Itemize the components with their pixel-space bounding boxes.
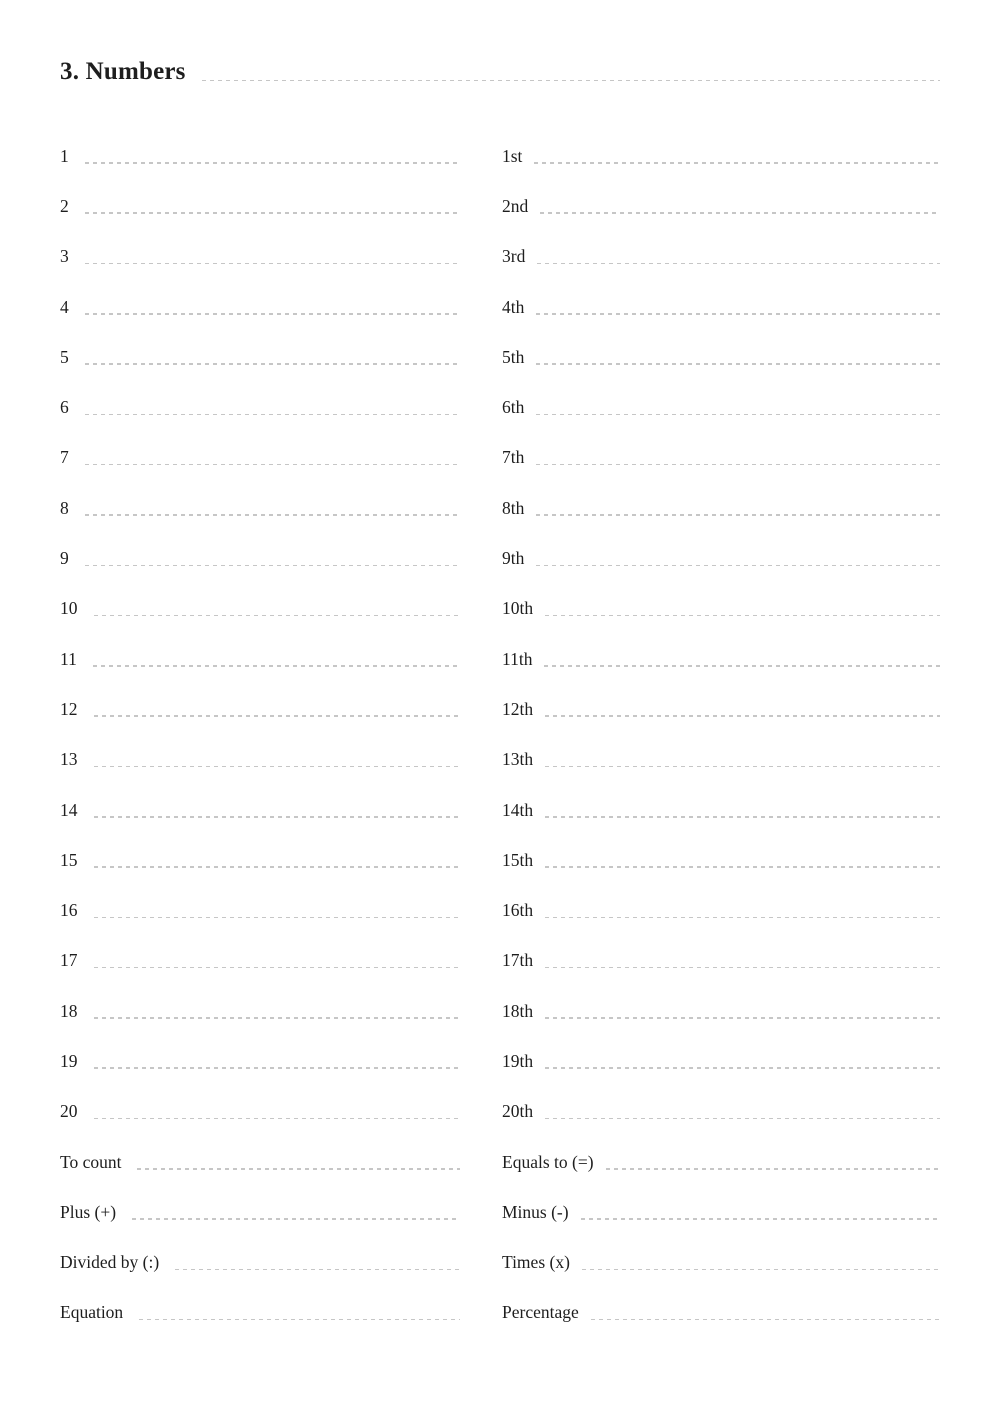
number-label: 14 bbox=[60, 799, 78, 820]
fill-blank-line bbox=[536, 565, 940, 567]
ordinal-label: 16th bbox=[502, 900, 534, 921]
number-cell bbox=[60, 397, 460, 418]
number-label: 7 bbox=[60, 447, 69, 468]
number-cell bbox=[60, 548, 460, 569]
fill-blank-line bbox=[544, 665, 940, 667]
fill-blank-line bbox=[545, 967, 940, 969]
number-cell bbox=[60, 699, 460, 720]
fill-blank-line bbox=[94, 967, 461, 969]
ordinal-cell bbox=[502, 1051, 940, 1072]
fill-blank-line bbox=[540, 212, 940, 214]
ordinal-cell bbox=[502, 146, 940, 167]
ordinal-label: 12th bbox=[502, 698, 534, 719]
number-label: 13 bbox=[60, 749, 78, 770]
number-row bbox=[60, 986, 940, 1036]
number-label: 15 bbox=[60, 849, 78, 870]
term-cell bbox=[502, 1152, 940, 1173]
fill-blank-line bbox=[139, 1319, 460, 1321]
number-label: 1 bbox=[60, 145, 69, 166]
fill-blank-line bbox=[545, 917, 940, 919]
ordinal-cell bbox=[502, 347, 940, 368]
fill-blank-line bbox=[606, 1168, 940, 1170]
ordinal-cell bbox=[502, 749, 940, 770]
fill-blank-line bbox=[536, 514, 940, 516]
number-row bbox=[60, 1087, 940, 1137]
number-cell bbox=[60, 196, 460, 217]
ordinal-cell bbox=[502, 447, 940, 468]
term-cell bbox=[60, 1202, 460, 1223]
ordinal-cell bbox=[502, 196, 940, 217]
fill-blank-line bbox=[85, 162, 460, 164]
number-row bbox=[60, 885, 940, 935]
number-row bbox=[60, 1036, 940, 1086]
term-cell bbox=[60, 1302, 460, 1323]
term-label: To count bbox=[60, 1151, 122, 1172]
fill-blank-line bbox=[85, 363, 460, 365]
fill-blank-line bbox=[85, 565, 460, 567]
number-label: 4 bbox=[60, 296, 69, 317]
number-label: 18 bbox=[60, 1000, 78, 1021]
section-header bbox=[60, 58, 940, 90]
number-cell bbox=[60, 1001, 460, 1022]
number-row bbox=[60, 232, 940, 282]
fill-blank-line bbox=[536, 414, 940, 416]
term-label: Plus (+) bbox=[60, 1201, 117, 1222]
term-row bbox=[60, 1288, 940, 1338]
number-cell bbox=[60, 649, 460, 670]
term-cell bbox=[502, 1302, 940, 1323]
fill-blank-line bbox=[85, 464, 460, 466]
fill-blank-line bbox=[591, 1319, 940, 1321]
fill-blank-line bbox=[581, 1218, 940, 1220]
fill-blank-line bbox=[94, 816, 461, 818]
ordinal-cell bbox=[502, 498, 940, 519]
term-label: Divided by (:) bbox=[60, 1252, 160, 1273]
number-label: 9 bbox=[60, 548, 69, 569]
ordinal-cell bbox=[502, 699, 940, 720]
number-cell bbox=[60, 749, 460, 770]
fill-blank-line bbox=[545, 715, 940, 717]
number-cell bbox=[60, 246, 460, 267]
fill-blank-line bbox=[545, 816, 940, 818]
number-row bbox=[60, 785, 940, 835]
number-row bbox=[60, 634, 940, 684]
number-row bbox=[60, 936, 940, 986]
term-label: Equals to (=) bbox=[502, 1151, 594, 1172]
number-row bbox=[60, 835, 940, 885]
number-label: 5 bbox=[60, 346, 69, 367]
ordinal-cell bbox=[502, 950, 940, 971]
number-row bbox=[60, 131, 940, 181]
number-row bbox=[60, 735, 940, 785]
page-title: 3. Numbers bbox=[60, 58, 186, 85]
number-cell bbox=[60, 347, 460, 368]
ordinal-cell bbox=[502, 1001, 940, 1022]
number-cell bbox=[60, 1051, 460, 1072]
fill-blank-line bbox=[137, 1168, 460, 1170]
ordinal-cell bbox=[502, 1101, 940, 1122]
fill-blank-line bbox=[94, 917, 461, 919]
fill-blank-line bbox=[94, 1017, 461, 1019]
number-row bbox=[60, 483, 940, 533]
number-label: 17 bbox=[60, 950, 78, 971]
ordinal-label: 3rd bbox=[502, 246, 526, 267]
fill-blank-line bbox=[94, 766, 461, 768]
fill-blank-line bbox=[536, 464, 940, 466]
number-label: 11 bbox=[60, 648, 77, 669]
number-label: 3 bbox=[60, 246, 69, 267]
number-row bbox=[60, 684, 940, 734]
ordinal-label: 13th bbox=[502, 749, 534, 770]
number-cell bbox=[60, 1101, 460, 1122]
fill-blank-line bbox=[85, 414, 460, 416]
number-row bbox=[60, 282, 940, 332]
number-cell bbox=[60, 598, 460, 619]
term-cell bbox=[60, 1152, 460, 1173]
ordinal-label: 1st bbox=[502, 145, 523, 166]
ordinal-cell bbox=[502, 548, 940, 569]
ordinal-cell bbox=[502, 246, 940, 267]
number-label: 10 bbox=[60, 598, 78, 619]
number-label: 6 bbox=[60, 397, 69, 418]
ordinal-cell bbox=[502, 598, 940, 619]
fill-blank-line bbox=[85, 212, 460, 214]
number-cell bbox=[60, 900, 460, 921]
number-label: 2 bbox=[60, 195, 69, 216]
ordinal-label: 14th bbox=[502, 799, 534, 820]
fill-blank-line bbox=[545, 766, 940, 768]
number-cell bbox=[60, 950, 460, 971]
term-row bbox=[60, 1137, 940, 1187]
ordinal-label: 11th bbox=[502, 648, 533, 669]
ordinal-cell bbox=[502, 649, 940, 670]
fill-blank-line bbox=[536, 363, 940, 365]
ordinal-label: 15th bbox=[502, 849, 534, 870]
fill-blank-line bbox=[85, 313, 460, 315]
worksheet-rows bbox=[60, 131, 940, 1338]
fill-blank-line bbox=[545, 1017, 940, 1019]
number-row bbox=[60, 584, 940, 634]
fill-blank-line bbox=[94, 1118, 461, 1120]
fill-blank-line bbox=[85, 514, 460, 516]
number-label: 20 bbox=[60, 1101, 78, 1122]
number-row bbox=[60, 433, 940, 483]
number-cell bbox=[60, 447, 460, 468]
ordinal-label: 5th bbox=[502, 346, 525, 367]
fill-blank-line bbox=[534, 162, 940, 164]
ordinal-label: 4th bbox=[502, 296, 525, 317]
term-label: Percentage bbox=[502, 1302, 579, 1323]
number-label: 12 bbox=[60, 698, 78, 719]
fill-blank-line bbox=[175, 1269, 460, 1271]
term-cell bbox=[60, 1252, 460, 1273]
fill-blank-line bbox=[537, 263, 940, 265]
number-cell bbox=[60, 850, 460, 871]
number-cell bbox=[60, 800, 460, 821]
number-row bbox=[60, 332, 940, 382]
term-label: Times (x) bbox=[502, 1252, 570, 1273]
ordinal-label: 6th bbox=[502, 397, 525, 418]
number-label: 8 bbox=[60, 497, 69, 518]
number-row bbox=[60, 382, 940, 432]
fill-blank-line bbox=[536, 313, 940, 315]
fill-blank-line bbox=[545, 1118, 940, 1120]
ordinal-cell bbox=[502, 850, 940, 871]
number-label: 16 bbox=[60, 900, 78, 921]
fill-blank-line bbox=[132, 1218, 460, 1220]
term-cell bbox=[502, 1252, 940, 1273]
fill-blank-line bbox=[94, 866, 461, 868]
fill-blank-line bbox=[85, 263, 460, 265]
ordinal-label: 18th bbox=[502, 1000, 534, 1021]
term-label: Equation bbox=[60, 1302, 124, 1323]
term-row bbox=[60, 1187, 940, 1237]
ordinal-label: 9th bbox=[502, 548, 525, 569]
ordinal-label: 7th bbox=[502, 447, 525, 468]
fill-blank-line bbox=[94, 715, 461, 717]
ordinal-label: 17th bbox=[502, 950, 534, 971]
ordinal-label: 8th bbox=[502, 497, 525, 518]
number-cell bbox=[60, 297, 460, 318]
fill-blank-line bbox=[545, 1067, 940, 1069]
ordinal-label: 10th bbox=[502, 598, 534, 619]
ordinal-cell bbox=[502, 297, 940, 318]
number-cell bbox=[60, 498, 460, 519]
fill-blank-line bbox=[545, 866, 940, 868]
ordinal-cell bbox=[502, 900, 940, 921]
fill-blank-line bbox=[94, 615, 461, 617]
term-label: Minus (-) bbox=[502, 1201, 569, 1222]
number-row bbox=[60, 533, 940, 583]
fill-blank-line bbox=[94, 1067, 461, 1069]
ordinal-label: 19th bbox=[502, 1050, 534, 1071]
ordinal-label: 20th bbox=[502, 1101, 534, 1122]
ordinal-cell bbox=[502, 397, 940, 418]
ordinal-cell bbox=[502, 800, 940, 821]
fill-blank-line bbox=[582, 1269, 940, 1271]
fill-blank-line bbox=[545, 615, 940, 617]
number-row bbox=[60, 181, 940, 231]
fill-blank-line bbox=[93, 665, 460, 667]
number-label: 19 bbox=[60, 1050, 78, 1071]
header-fill-line bbox=[202, 80, 940, 82]
ordinal-label: 2nd bbox=[502, 195, 529, 216]
number-cell bbox=[60, 146, 460, 167]
term-row bbox=[60, 1238, 940, 1288]
term-cell bbox=[502, 1202, 940, 1223]
